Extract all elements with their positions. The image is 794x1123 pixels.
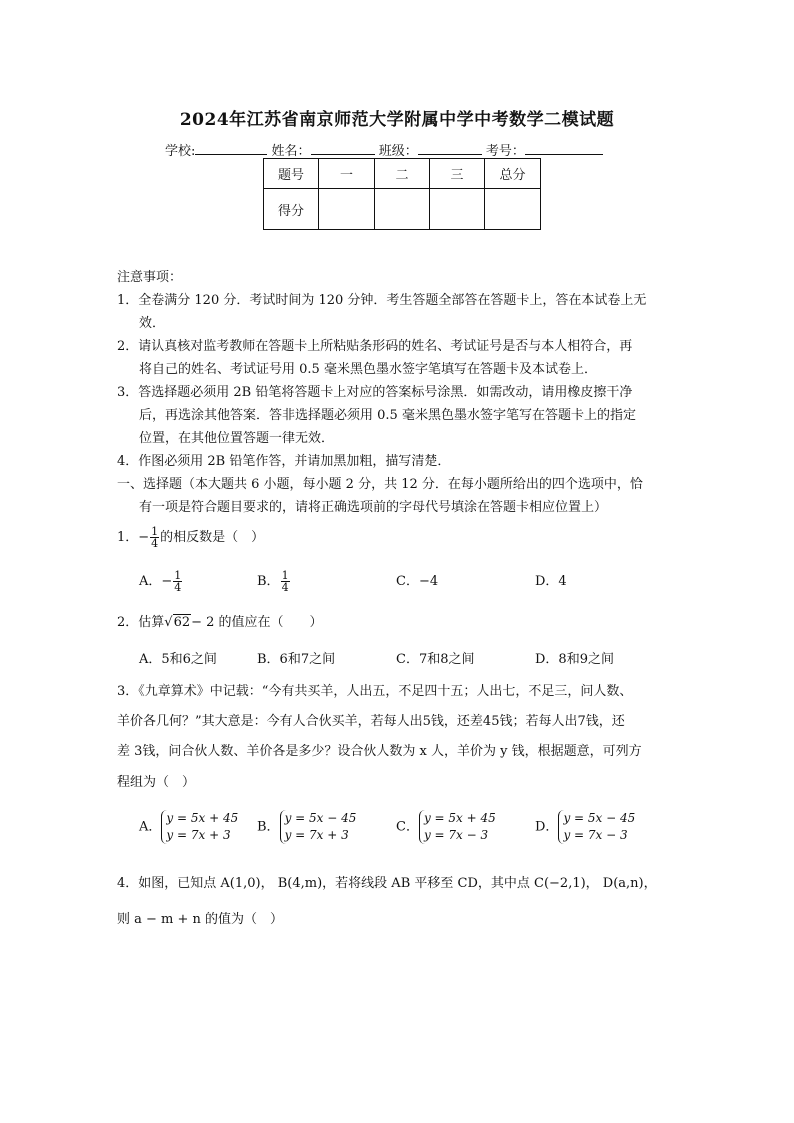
note-3-cont: 位置，在其他位置答题一律无效． (139, 431, 335, 446)
q3-option-a-system (161, 810, 238, 844)
class-blank[interactable] (418, 142, 482, 155)
score-header-cell: 题号 (264, 159, 319, 189)
q1-option-b-denominator: 4 (281, 581, 289, 594)
equation: y = 7x + 3 (166, 828, 231, 842)
class-label: 班级： (378, 144, 418, 159)
note-1-cont: 效． (139, 316, 166, 331)
q2-suffix: − 2 的值应在（ ） (191, 615, 323, 630)
q1-numerator: 1 (151, 525, 159, 538)
q3-option-c-label: C． (396, 819, 419, 835)
question-1-stem (117, 526, 264, 549)
equation: y = 7x + 3 (284, 828, 349, 842)
score-table (263, 158, 541, 230)
school-label: 学校: (165, 144, 196, 159)
q2-radicand: 62 (173, 615, 191, 630)
score-header-cell: 总分 (485, 159, 541, 189)
equation: y = 5x − 45 (563, 811, 636, 825)
name-blank[interactable] (311, 142, 375, 155)
question-3-stem: 3．《九章算术》中记载：“今有共买羊，人出五，不足四十五；人出七，不足三，问人数、 (117, 684, 633, 699)
q3-option-d-system (558, 810, 635, 844)
note-2: 2．请认真核对监考教师在答题卡上所粘贴条形码的姓名、考试证号是否与本人相符合，再 (117, 339, 633, 354)
q3-option-c[interactable] (396, 810, 496, 844)
q1-option-b-label: B． (257, 574, 280, 589)
q3-option-d-label: D． (535, 819, 559, 835)
equation: y = 5x + 45 (423, 811, 496, 825)
q1-option-d[interactable]: D．4 (535, 574, 567, 589)
q2-option-b[interactable]: B．6和7之间 (257, 652, 336, 667)
exam-no-blank[interactable] (525, 142, 603, 155)
q1-option-a-label: A．− (139, 574, 173, 589)
score-cell[interactable] (319, 189, 375, 230)
q1-prefix: 1．− (117, 530, 150, 545)
exam-no-label: 考号： (485, 144, 525, 159)
name-label: 姓名： (271, 144, 311, 159)
q1-option-b[interactable] (257, 570, 291, 593)
score-header-cell: 一 (319, 159, 375, 189)
school-blank[interactable] (195, 142, 267, 155)
question-4-stem: 4．如图，已知点 A(1,0)， B(4,m)，若将线段 AB 平移至 CD，其中点 C(−2,1)， D(a,n)， (117, 876, 657, 891)
question-3-stem-cont: 程组为（ ） (117, 775, 196, 790)
q1-denominator: 4 (151, 537, 159, 550)
score-cell[interactable] (375, 189, 430, 230)
question-2-stem (117, 614, 323, 631)
q3-option-a[interactable] (139, 810, 238, 844)
q1-fraction (150, 526, 159, 549)
question-4-stem-cont: 则 a − m + n 的值为（ ） (117, 912, 284, 927)
q1-option-b-numerator: 1 (281, 569, 289, 582)
q1-option-a[interactable] (139, 570, 183, 593)
score-row-label: 得分 (264, 189, 319, 230)
equation: y = 7x − 3 (423, 828, 489, 842)
q1-option-a-numerator: 1 (174, 569, 182, 582)
sqrt-sign-icon: √ (164, 615, 173, 630)
score-cell[interactable] (485, 189, 541, 230)
q2-prefix: 2．估算 (117, 615, 165, 630)
equation: y = 7x − 3 (563, 828, 628, 842)
q2-option-d[interactable]: D．8和9之间 (535, 652, 614, 667)
q1-suffix: 的相反数是（ ） (160, 530, 265, 545)
q3-option-b-label: B． (257, 819, 280, 835)
student-info-line (165, 140, 603, 159)
equation: y = 5x − 45 (284, 811, 357, 825)
q2-option-c[interactable]: C．7和8之间 (396, 652, 475, 667)
note-3: 3．答选择题必须用 2B 铅笔将答题卡上对应的答案标号涂黑．如需改动，请用橡皮擦干净 (117, 385, 633, 400)
q1-option-c[interactable]: C．−4 (396, 574, 439, 589)
q1-option-b-fraction (281, 570, 290, 593)
question-3-stem-cont: 差 3钱，问合伙人数、羊价各是多少？设合伙人数为 x 人，羊价为 y 钱，根据题意，可列方 (117, 744, 642, 759)
score-cell[interactable] (430, 189, 485, 230)
q3-option-a-label: A． (139, 819, 162, 835)
notes-heading: 注意事项： (117, 270, 183, 285)
q3-option-d[interactable] (535, 810, 635, 844)
note-3-cont: 后，再选涂其他答案．答非选择题必须用 0.5 毫米黑色墨水签字笔写在答题卡上的指定 (139, 408, 636, 423)
q3-option-b-system (280, 810, 357, 844)
q3-option-c-system (419, 810, 496, 844)
q1-option-a-fraction (173, 570, 182, 593)
equation: y = 5x + 45 (166, 811, 239, 825)
question-3-stem-cont: 羊价各几何？”其大意是：今有人合伙买羊，若每人出5钱，还差45钱；若每人出7钱，还 (117, 714, 625, 729)
score-header-cell: 二 (375, 159, 430, 189)
q2-option-a[interactable]: A．5和6之间 (139, 652, 217, 667)
score-header-cell: 三 (430, 159, 485, 189)
q3-option-b[interactable] (257, 810, 356, 844)
section-1-heading: 一、选择题（本大题共 6 小题，每小题 2 分，共 12 分．在每小题所给出的四个选项中，恰 (117, 477, 643, 492)
q1-option-a-denominator: 4 (174, 581, 182, 594)
note-2-cont: 将自己的姓名、考试证号用 0.5 毫米黑色墨水签字笔填写在答题卡及本试卷上． (139, 362, 597, 377)
section-1-heading-cont: 有一项是符合题目要求的，请将正确选项前的字母代号填涂在答题卡相应位置上） (139, 500, 608, 515)
page-title: 2024年江苏省南京师范大学附属中学中考数学二模试题 (179, 110, 615, 130)
note-4: 4．作图必须用 2B 铅笔作答，并请加黑加粗，描写清楚． (117, 454, 451, 469)
note-1: 1．全卷满分 120 分．考试时间为 120 分钟．考生答题全部答在答题卡上，答在本试卷上无 (117, 293, 647, 308)
